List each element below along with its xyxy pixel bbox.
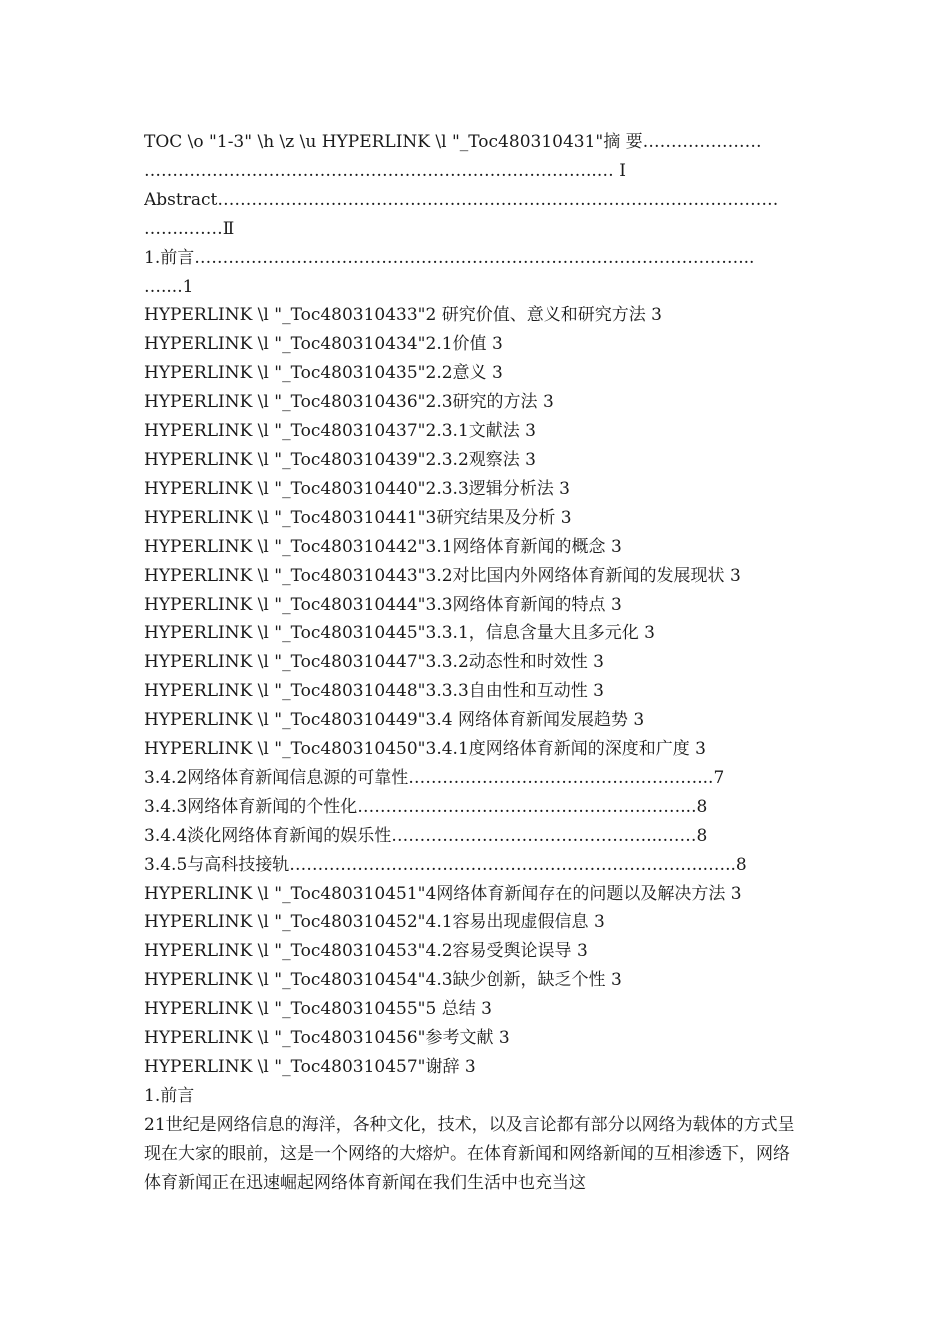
toc-line: HYPERLINK \l "_Toc480310452"4.1容易出现虚假信息 3 xyxy=(144,912,605,933)
body-paragraph: 21世纪是网络信息的海洋，各种文化，技术，以及言论都有部分以网络为载体的方式呈现在大家的眼前，这是一个网络的大熔炉。在体育新闻和网络新闻的互相渗透下，网络体育新闻正在迅速崛起网络体育新闻在我们生活中也充当这 xyxy=(144,1114,795,1193)
table-of-contents xyxy=(144,128,804,1082)
toc-line: 3.4.2网络体育新闻信息源的可靠性……………………………………………...7 xyxy=(144,767,725,788)
toc-line: …....1 xyxy=(144,276,194,297)
toc-line: Abstract……………………………………………………………………………………… xyxy=(144,189,779,210)
toc-line: HYPERLINK \l "_Toc480310437"2.3.1文献法 3 xyxy=(144,421,536,442)
toc-line: HYPERLINK \l "_Toc480310441"3研究结果及分析 3 xyxy=(144,507,572,528)
toc-line: HYPERLINK \l "_Toc480310455"5 总结 3 xyxy=(144,999,492,1020)
toc-line: HYPERLINK \l "_Toc480310435"2.2意义 3 xyxy=(144,363,503,384)
toc-line: HYPERLINK \l "_Toc480310447"3.3.2动态性和时效性 3 xyxy=(144,652,604,673)
toc-line: 3.4.5与高科技接轨………………………………………………………………..…..8 xyxy=(144,854,747,875)
toc-line: HYPERLINK \l "_Toc480310456"参考文献 3 xyxy=(144,1028,510,1049)
toc-line: TOC \o "1-3" \h \z \u HYPERLINK \l "_Toc480310431"摘 要………………… xyxy=(144,132,762,152)
toc-line: HYPERLINK \l "_Toc480310453"4.2容易受舆论误导 3 xyxy=(144,941,588,962)
toc-line: HYPERLINK \l "_Toc480310444"3.3网络体育新闻的特点 3 xyxy=(144,594,622,615)
toc-line: 3.4.4淡化网络体育新闻的娱乐性………………………………………...……8 xyxy=(144,825,708,846)
toc-line: HYPERLINK \l "_Toc480310434"2.1价值 3 xyxy=(144,334,503,355)
toc-line: HYPERLINK \l "_Toc480310450"3.4.1度网络体育新闻的深度和广度 3 xyxy=(144,739,706,760)
toc-line: HYPERLINK \l "_Toc480310440"2.3.3逻辑分析法 3 xyxy=(144,478,570,499)
toc-line: 1.前言……………………………………………………………………………………... xyxy=(144,247,755,268)
toc-line: HYPERLINK \l "_Toc480310457"谢辞 3 xyxy=(144,1057,476,1077)
toc-line: HYPERLINK \l "_Toc480310436"2.3研究的方法 3 xyxy=(144,392,554,413)
toc-line: HYPERLINK \l "_Toc480310448"3.3.3自由性和互动性 3 xyxy=(144,681,604,702)
section-heading: 1.前言 xyxy=(144,1085,195,1106)
toc-line: HYPERLINK \l "_Toc480310433"2 研究价值、意义和研究方法 3 xyxy=(144,305,662,326)
toc-line: HYPERLINK \l "_Toc480310439"2.3.2观察法 3 xyxy=(144,449,536,470)
toc-line: HYPERLINK \l "_Toc480310451"4网络体育新闻存在的问题以及解决方法 3 xyxy=(144,883,742,904)
toc-line: ……………………………………………………………………..… I xyxy=(144,160,626,181)
document-page xyxy=(144,128,804,1198)
toc-line: HYPERLINK \l "_Toc480310442"3.1网络体育新闻的概念 3 xyxy=(144,536,622,557)
toc-line: HYPERLINK \l "_Toc480310445"3.3.1，信息含量大且多元化 3 xyxy=(144,623,655,644)
toc-line: 3.4.3网络体育新闻的个性化…………………………………………………...8 xyxy=(144,796,708,817)
toc-line: HYPERLINK \l "_Toc480310454"4.3缺少创新，缺乏个性 3 xyxy=(144,970,622,991)
toc-line: HYPERLINK \l "_Toc480310449"3.4 网络体育新闻发展趋势 3 xyxy=(144,710,645,731)
toc-line: HYPERLINK \l "_Toc480310443"3.2对比国内外网络体育新闻的发展现状 3 xyxy=(144,565,741,586)
toc-line: ……..……Ⅱ xyxy=(144,218,235,239)
